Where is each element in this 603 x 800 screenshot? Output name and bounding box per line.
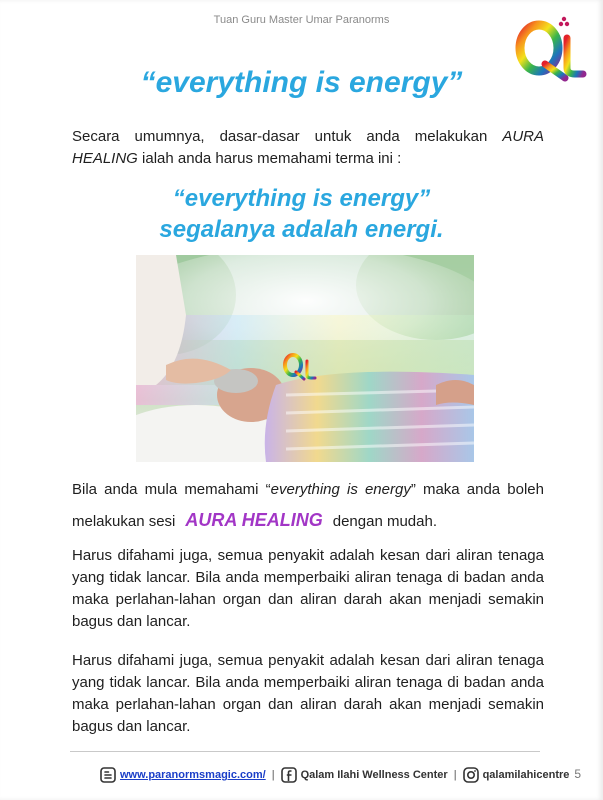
paragraph-energy-flow-2: Harus difahami juga, semua penyakit adalah kesan dari aliran tenaga yang tidak lancar. Bila anda memperbaiki aliran tenaga di badan anda maka perlahan-lahan organ dan aliran darah akan menjadi semakin bagus dan lancar. [72, 652, 544, 735]
footer-separator-2: | [453, 769, 457, 781]
paragraph-energy-flow-1: Harus difahami juga, semua penyakit adalah kesan dari aliran tenaga yang tidak lancar. Bila anda memperbaiki aliran tenaga di badan anda maka perlahan-lahan organ dan aliran darah akan menjadi semakin bagus dan lancar. [72, 547, 544, 630]
aura-healing-highlight: AURA HEALING [185, 510, 323, 530]
footer-separator: | [271, 769, 275, 781]
subtitle-line-2: segalanya adalah energi. [159, 216, 444, 243]
instagram-handle[interactable]: qalamilahicentre [482, 769, 570, 781]
aura-healing-italic: AURA HEALING [72, 128, 544, 167]
main-title: “everything is energy” [140, 66, 463, 99]
intro-paragraph: Secara umumnya, dasar-dasar untuk anda melakukan AURA HEALING ialah anda harus memahami terma ini : [72, 128, 544, 167]
blogger-icon [100, 767, 116, 783]
running-header: Tuan Guru Master Umar Paranorms [213, 14, 390, 26]
website-link[interactable]: www.paranormsmagic.com/ [120, 769, 266, 781]
instagram-icon [463, 767, 479, 783]
footer [100, 765, 569, 785]
page-number: 5 [574, 767, 581, 781]
subtitle-line-1: “everything is energy” [172, 185, 431, 212]
aura-healing-illustration [136, 255, 474, 462]
facebook-icon [281, 767, 297, 783]
aura-healing-photo [136, 255, 474, 462]
paragraph-aura-healing: Bila anda mula memahami “everything is energy” maka anda boleh melakukan sesi AURA HEALING dengan mudah. [72, 475, 544, 537]
facebook-page-name[interactable]: Qalam Ilahi Wellness Center [300, 769, 448, 781]
footer-divider [70, 751, 540, 752]
